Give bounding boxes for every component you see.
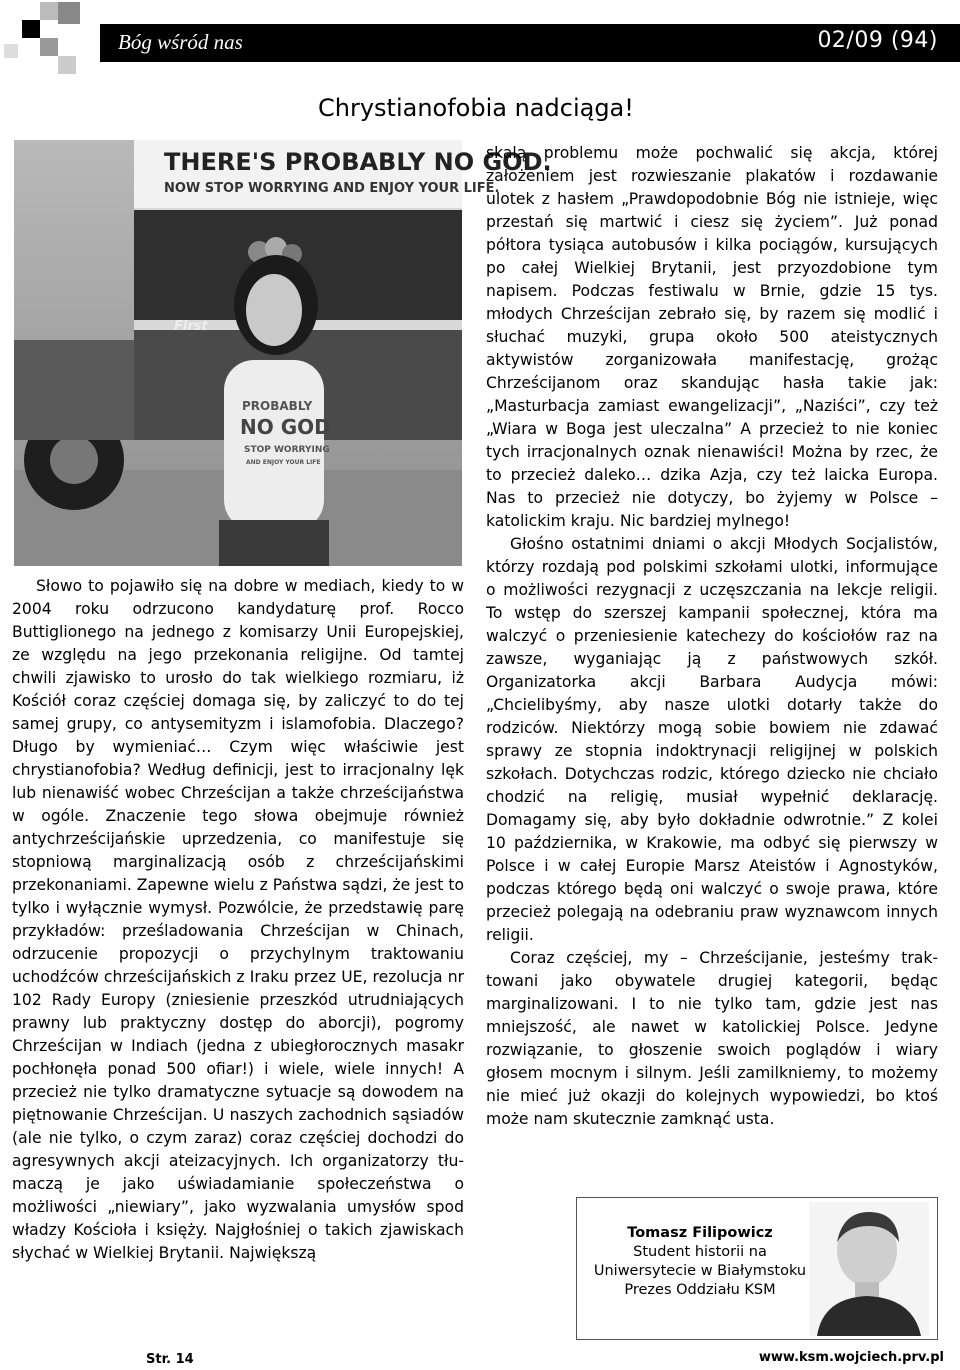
page-number: Str. 14	[146, 1352, 194, 1367]
paragraph: Coraz częściej, my – Chrześcijanie, jesteśmy traktowani jako obywatele drugiej kategorii, będąc marginalizowani. I to nie tylko tam, gdzie jest nas mniejszość, ale nawet w katolickiej Polsce. Jedyne rozwiązanie, to głoszenie swoich poglądów i wiary głosem mocnym i silnym. Jeśli zamilkniemy, to możemy nie mieć już okazji do kolejnych wypowiedzi, bo ktoś może nam skutecznie zamknąć usta.	[486, 949, 938, 1128]
author-line: Prezes Oddziału KSM	[624, 1282, 776, 1298]
article-title: Chrystianofobia nadciąga!	[318, 94, 634, 122]
shirt-line2: NO GOD	[240, 415, 331, 439]
bus-ad-line2: NOW STOP WORRYING AND ENJOY YOUR LIFE.	[164, 181, 500, 196]
author-photo	[809, 1202, 929, 1336]
author-box	[576, 1197, 938, 1340]
bus-ad-line1: THERE'S PROBABLY NO GOD.	[164, 148, 552, 176]
magazine-title: Bóg wśród nas	[118, 30, 243, 54]
shirt-line4: AND ENJOY YOUR LIFE	[246, 459, 321, 466]
author-info	[591, 1224, 809, 1300]
issue-number: 02/09 (94)	[817, 28, 938, 53]
footer-url[interactable]: www.ksm.wojciech.prv.pl	[758, 1350, 944, 1365]
paragraph: Słowo to pojawiło się na dobre w mediach, kiedy to w 2004 roku odrzucono kandydaturę prof. Rocco Buttiglionego na jednego z komisarzy Unii Europejskiej, ze względu na jego przekonania religijne. Od tamtej chwili zjawisko to urosło do tak wielkiego rozmiaru, iż Kościół coraz częściej domaga się, by zaliczyć to do tej samej grupy, co antysemityzm i islamofobia. Dlaczego? Długo by wymieniać… Czym więc właściwie jest chrystianofobia? Według definicji, jest to irracjonalny lęk lub nienawiść wobec Chrześcijan a także chrześcijaństwa w ogóle. Znaczenie tego słowa obejmuje również antychrześcijańskie uprzedzenia, co manifestuje się stopniową marginalizacją osób z chrześcijańskimi przekonaniami. Zapewne wielu z Państwa sądzi, że jest to tylko i wyłącznie wymysł. Pozwólcie, że przedstawię parę przykładów: prześladowania Chrześcijan w Chinach, odrzucenie propozycji o przychylnym traktowaniu uchodźców chrześcijańskich z Iraku przez UE, rezolucja nr 102 Rady Europy (zniesienie przeszkód utrudniających prawny lub praktyczny dostęp do aborcji), pogromy Chrześcijan w Indiach (jedna z ubiegłorocznych masakr pochłonęła ponad 500 ofiar!) i wiele, wiele innych! A przecież nie tylko dramatyczne sytuacje są dowodem na piętnowanie Chrześcijan. U naszych zachodnich sąsiadów (ale nie tylko, o czym zaraz) coraz częściej dochodzi do agresywnych akcji ateizacyjnych. Ich organizatorzy tłumaczą je jako uświadamianie społeczeństwa o możliwości „niewiary”, jako wyzwalania umysłów spod władzy Kościoła i księży. Najgłośniej o takich zjawiskach słychać w Wielkiej Brytanii. Największą	[12, 577, 464, 1262]
author-name: Tomasz Filipowicz	[627, 1225, 773, 1241]
author-line: Student historii na	[633, 1244, 767, 1260]
shirt-line1: PROBABLY	[242, 399, 313, 413]
article-photo	[14, 140, 552, 566]
bus-logo: First	[174, 319, 208, 334]
header-decoration	[0, 0, 110, 80]
shirt-line3: STOP WORRYING	[244, 445, 330, 455]
author-line: Uniwersytecie w Białymstoku	[593, 1263, 807, 1279]
article-column-right	[486, 142, 938, 1131]
paragraph: Głośno ostatnimi dniami o akcji Młodych Socjalistów, którzy rozdają pod polskimi szkołami ulotki, informujące o możliwości rezygnacji z uczęszczania na lekcje religii. To wstęp do szerszej kampanii społecznej, która ma walczyć o przeniesienie katechezy do kościołów raz na zawsze, wyganiając ją z państwowych szkół. Organizatorka akcji Barbara Audycja mówi: „Chcielibyśmy, aby nasze ulotki dotarły także do rodziców. Niektórzy mogą sobie bowiem nie zdawać sprawy ze stopnia indoktrynacji religijnej w polskich szkołach. Dotychczas rodzic, którego dziecko nie chciało chodzić na religię, musiał wypełnić deklarację. Domagamy się, aby było dokładnie odwrotnie.” Z kolei 10 października, w Krakowie, ma odbyć się pierwszy w Polsce i w całej Europie Marsz Ateistów i Agnostyków, podczas którego będą oni walczyć o swoje prawa, które przecież polegają na odebraniu praw wyznawcom innych religii.	[486, 535, 938, 944]
article-column-left	[12, 575, 464, 1265]
paragraph: skalą problemu może pochwalić się akcja, której założeniem jest rozwieszanie plakatów i rozdawanie ulotek z hasłem „Prawdopodobnie Bóg nie istnieje, więc przestań się martwić i ciesz się życiem”. Już ponad półtora tysiąca autobusów i kilka pociągów, kursujących po całej Wielkiej Brytanii, jest przyozdobione tym napisem. Podczas festiwalu w Brnie, gdzie 15 tys. młodych Chrześcijan zebrało się, by razem się modlić i słuchać muzyki, grupa około 500 ateistycznych aktywistów zorganizowała manifestację, grożąc Chrześcijanom oraz skandując hasła takie jak: „Masturbacja zamiast ewangelizacji”, „Naziści”, czy też „Wiara w Boga jest uleczalna” A przecież to nie koniec tych irracjonalnych oznak nienawiści! Można by rzec, że to przecież daleko… dzika Azja, czy też laicka Europa. Nas to przecież nie dotyczy, bo żyjemy w Polsce – katolickim kraju. Nic bardziej mylnego!	[486, 144, 938, 530]
